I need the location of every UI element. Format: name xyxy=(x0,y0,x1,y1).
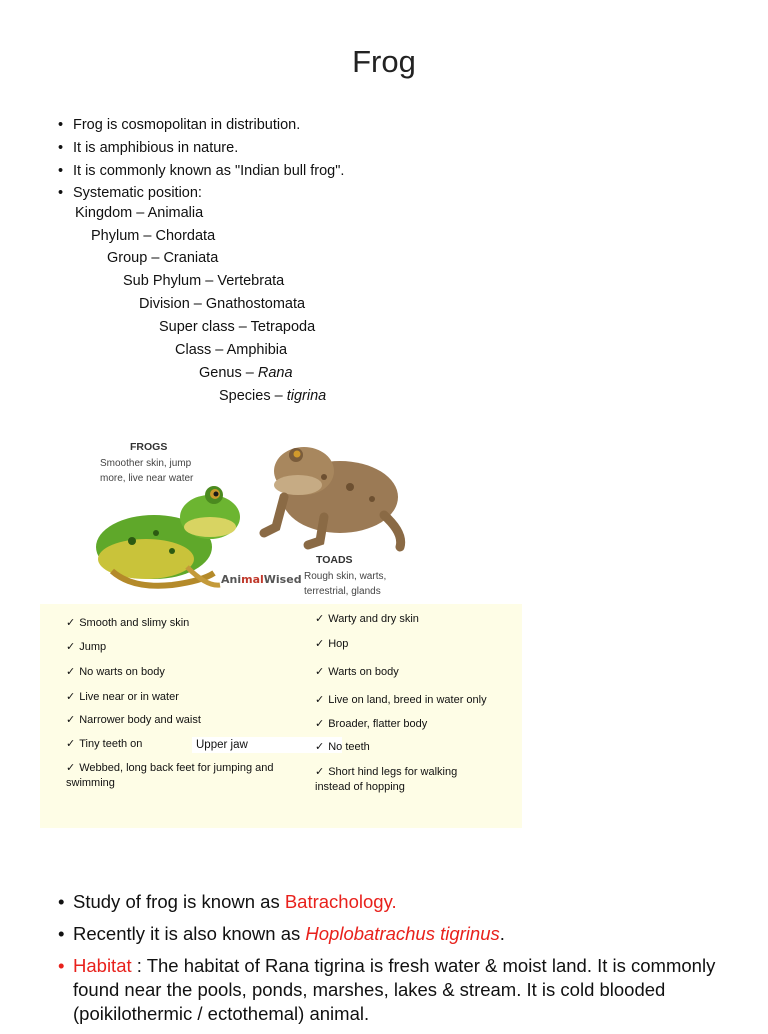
frogs-heading: FROGS xyxy=(130,441,168,453)
note-scientific-name: • Recently it is also known as Hoplobatrachus tigrinus. xyxy=(58,922,758,946)
bullet-distribution: • Frog is cosmopolitan in distribution. xyxy=(58,114,344,137)
toad-trait-hop: ✓ Hop xyxy=(315,638,349,650)
taxonomy-group: Group – Craniata xyxy=(107,250,219,266)
frog-trait-jump: ✓ Jump xyxy=(66,641,107,653)
batrachology-term: Batrachology. xyxy=(284,891,397,912)
toad-trait-legs: ✓ Short hind legs for walking instead of hopping xyxy=(315,766,458,793)
taxonomy-genus: Genus – Rana xyxy=(199,365,293,381)
taxonomy-super-class: Super class – Tetrapoda xyxy=(159,319,316,335)
taxonomy-class: Class – Amphibia xyxy=(175,342,288,358)
taxonomy-kingdom: Kingdom – Animalia xyxy=(75,205,204,221)
frog-toad-figure xyxy=(84,433,420,601)
frog-trait-warts: ✓ No warts on body xyxy=(66,666,165,678)
frog-trait-teeth: ✓ Tiny teeth on xyxy=(66,738,143,750)
taxonomy-sub-phylum: Sub Phylum – Vertebrata xyxy=(123,273,285,289)
taxonomy-species: Species – tigrina xyxy=(219,388,327,404)
taxonomy-phylum: Phylum – Chordata xyxy=(91,228,216,244)
page-title: Frog xyxy=(352,44,416,79)
taxonomy-division: Division – Gnathostomata xyxy=(139,296,306,312)
frog-toad-comparison xyxy=(40,604,522,828)
toad-trait-warts: ✓ Warts on body xyxy=(315,666,399,678)
scientific-name: Hoplobatrachus tigrinus xyxy=(305,923,500,944)
frog-teeth-upper-jaw: Upper jaw xyxy=(192,737,342,753)
animalwised-logo: AnimalWised xyxy=(221,573,302,586)
note-habitat: • Habitat : The habitat of Rana tigrina is fresh water & moist land. It is commonly found near the pools, ponds, marshes, lakes & stream. It is cold blooded (poikilothermic / ectothemal) animal. xyxy=(58,954,758,1026)
frogs-description: Smoother skin, jump more, live near water xyxy=(100,458,194,484)
notes-section xyxy=(58,890,758,1034)
bullet-systematic-position: • Systematic position: xyxy=(58,182,344,205)
toad-trait-skin: ✓ Warty and dry skin xyxy=(315,613,419,625)
frog-trait-feet: ✓ Webbed, long back feet for jumping and swimming xyxy=(66,762,274,789)
bullet-common-name: • It is commonly known as "Indian bull frog". xyxy=(58,160,344,183)
frog-image xyxy=(92,481,242,593)
frog-trait-skin: ✓ Smooth and slimy skin xyxy=(66,617,190,629)
bullet-amphibious: • It is amphibious in nature. xyxy=(58,137,344,160)
frog-trait-habitat: ✓ Live near or in water xyxy=(66,691,179,703)
toads-heading: TOADS xyxy=(316,554,353,566)
habitat-label: Habitat xyxy=(73,955,132,976)
intro-bullets xyxy=(58,114,344,205)
note-batrachology: • Study of frog is known as Batrachology. xyxy=(58,890,758,914)
toad-trait-teeth: ✓ No teeth xyxy=(315,741,370,753)
toad-trait-habitat: ✓ Live on land, breed in water only xyxy=(315,694,487,706)
toad-image xyxy=(254,437,414,555)
frog-trait-body: ✓ Narrower body and waist xyxy=(66,714,201,726)
toad-trait-body: ✓ Broader, flatter body xyxy=(315,718,428,730)
toads-description: Rough skin, warts, terrestrial, glands xyxy=(304,571,387,597)
